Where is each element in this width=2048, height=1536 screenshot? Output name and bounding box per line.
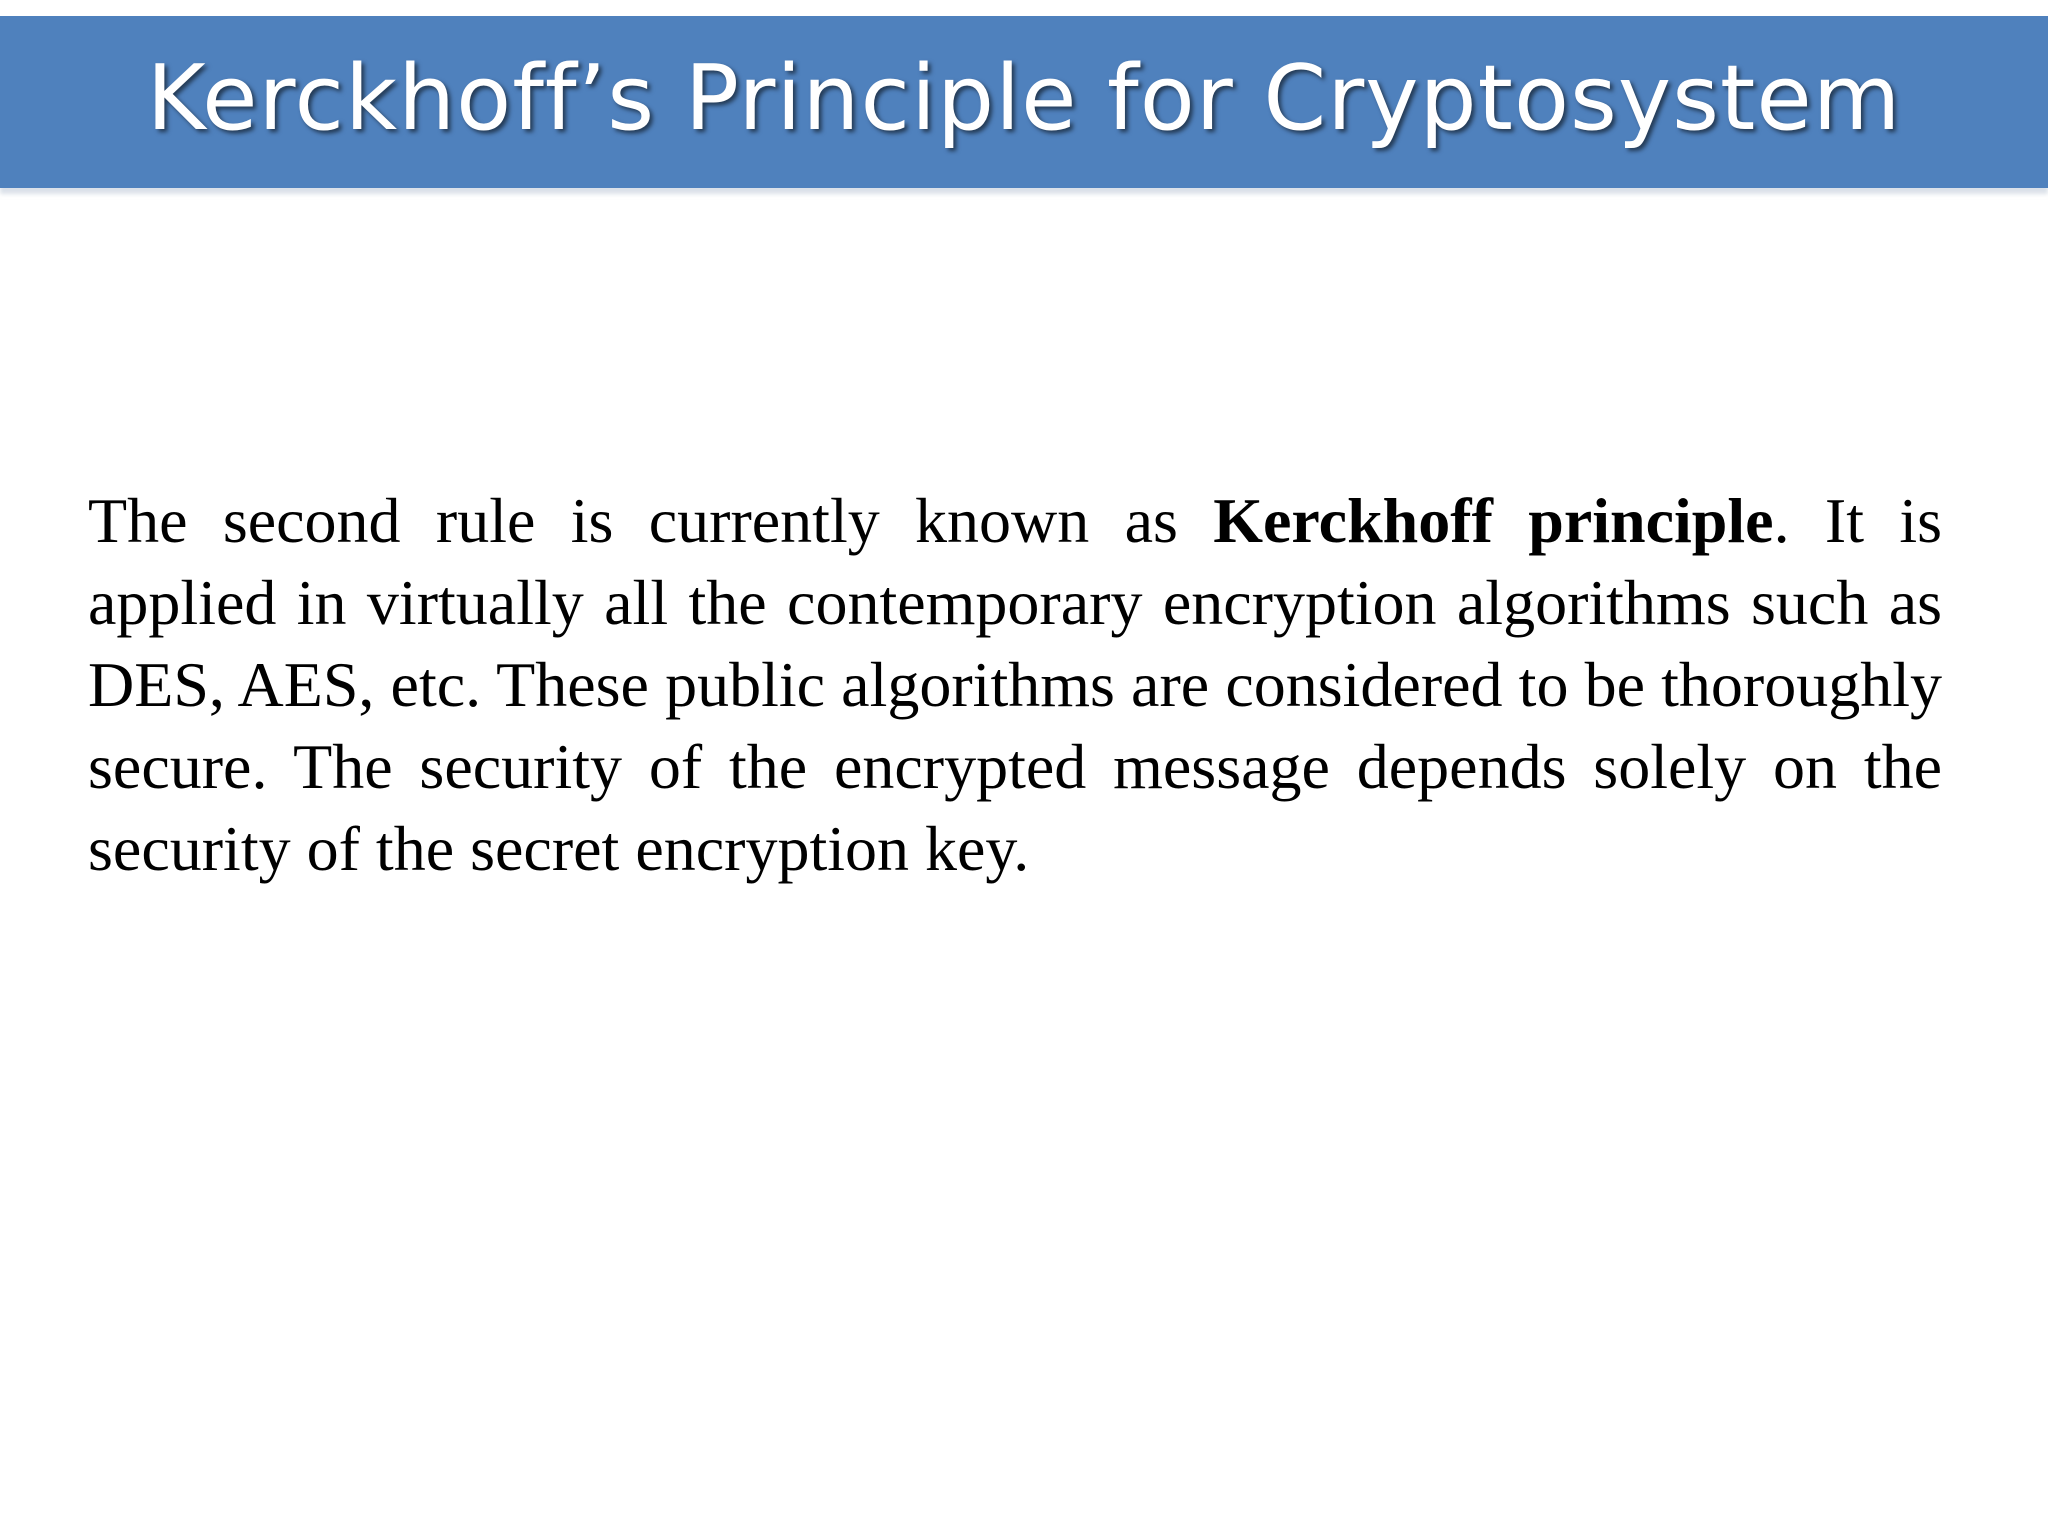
paragraph-rest: . It is applied in virtually all the contemporary encryption algorithms such as DES, AES, etc. These public algorithms are considered to be thoroughly secure. The security of the encrypted message depends solely on the security of the secret encryption key. (88, 485, 1942, 884)
title-bar (0, 16, 2048, 188)
slide-title: Kerckhoff’s Principle for Cryptosystem (146, 46, 1902, 151)
paragraph-lead: The second rule is currently known as (88, 485, 1214, 556)
body-paragraph (88, 480, 1942, 890)
paragraph-emphasis: Kerckhoff principle (1213, 485, 1774, 556)
